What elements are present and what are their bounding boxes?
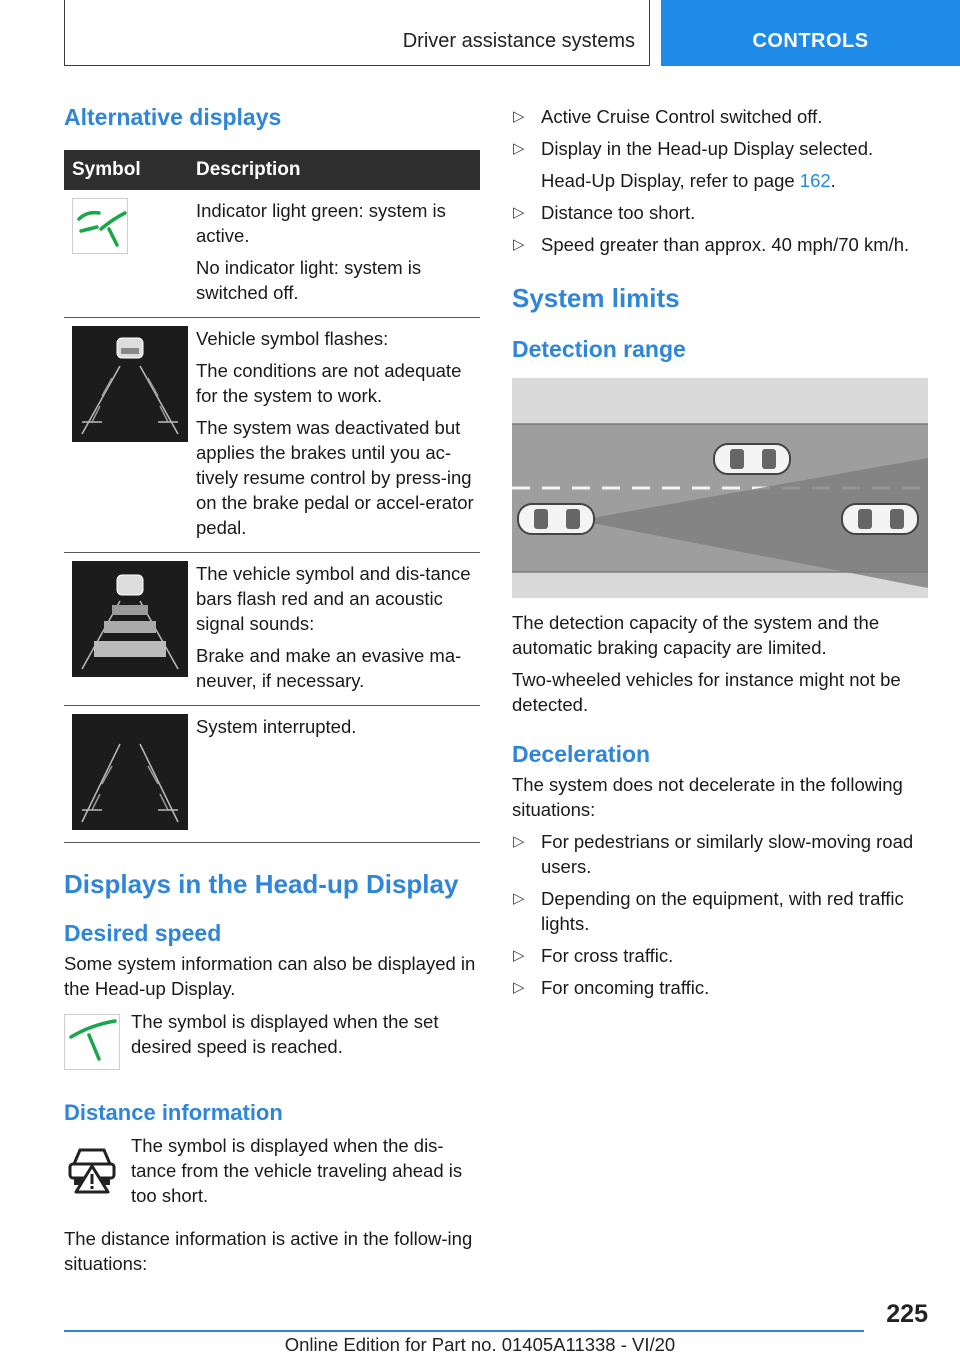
row3-text-1: The vehicle symbol and dis‐tance bars flash red and an acoustic signal sounds: bbox=[196, 562, 471, 634]
desired-speed-heading: Desired speed bbox=[64, 919, 222, 946]
active-indicator-icon bbox=[72, 198, 128, 254]
distance-icon-text: The symbol is displayed when the dis‐tance from the vehicle traveling ahead is too short. bbox=[131, 1134, 463, 1206]
list-item: ▷ Distance too short. bbox=[513, 202, 696, 223]
table-row bbox=[64, 552, 480, 705]
table-row bbox=[64, 705, 480, 842]
alt-displays-heading: Alternative displays bbox=[64, 104, 282, 130]
hud-heading: Displays in the Head-up Display bbox=[64, 868, 459, 899]
distance-heading: Distance information bbox=[64, 1100, 283, 1126]
list-item: ▷ For cross traffic. bbox=[513, 945, 674, 967]
detection-range-heading: Detection range bbox=[512, 336, 686, 363]
col-symbol-header: Symbol bbox=[64, 150, 188, 190]
distance-warning-icon bbox=[64, 1138, 120, 1194]
detection-range-illustration bbox=[512, 378, 928, 598]
desired-speed-info bbox=[64, 1009, 480, 1070]
col-description-header: Description bbox=[188, 150, 480, 190]
row2-text-3: The system was deactivated but applies the brakes until you ac‐tively resume control by press‐ing on the brake pedal or accel‐erator pedal. bbox=[196, 416, 474, 538]
list-item: ▷ Speed greater than approx. 40 mph/70 km/h. bbox=[513, 234, 910, 255]
right-column bbox=[512, 100, 928, 1000]
list-item: ▷ Depending on the equipment, with red traffic lights. bbox=[513, 888, 904, 935]
page-number: 225 bbox=[886, 1300, 928, 1328]
table-row bbox=[64, 190, 480, 318]
row2-text-1: Vehicle symbol flashes: bbox=[196, 327, 389, 349]
car-ahead-same-lane bbox=[842, 504, 918, 534]
bullet-triangle-icon: ▷ bbox=[513, 833, 525, 851]
symbol-table bbox=[64, 150, 480, 843]
distance-bars-flash-icon bbox=[72, 561, 188, 677]
row1-text-2: No indicator light: system is switched off. bbox=[196, 256, 422, 303]
own-car bbox=[518, 504, 594, 534]
list-item: ▷ For oncoming traffic. bbox=[513, 977, 710, 999]
bullet-triangle-icon: ▷ bbox=[513, 947, 525, 965]
chapter-title: CONTROLS bbox=[752, 30, 869, 52]
left-column bbox=[64, 100, 480, 1276]
desired-speed-icon-text: The symbol is displayed when the set desired speed is reached. bbox=[131, 1011, 439, 1058]
bullet-triangle-icon: ▷ bbox=[513, 890, 525, 908]
header-section-box bbox=[64, 0, 650, 66]
car-ahead-left bbox=[714, 444, 790, 474]
vehicle-flashing-icon bbox=[72, 326, 188, 442]
footer-divider bbox=[64, 1330, 864, 1332]
bullet-triangle-icon: ▷ bbox=[513, 108, 525, 125]
row3-text-2: Brake and make an evasive ma‐neuver, if necessary. bbox=[196, 644, 462, 691]
deceleration-heading: Deceleration bbox=[512, 740, 651, 767]
system-limits-heading: System limits bbox=[512, 283, 680, 313]
row1-text-1: Indicator light green: system is active. bbox=[196, 199, 446, 246]
distance-info bbox=[64, 1133, 480, 1208]
chapter-tab[interactable] bbox=[661, 0, 960, 66]
detection-text-2: Two-wheeled vehicles for instance might not be detected. bbox=[512, 668, 901, 715]
bullet-triangle-icon: ▷ bbox=[513, 979, 525, 997]
desired-speed-text: Some system information can also be displayed in the Head-up Display. bbox=[64, 953, 476, 1000]
hud-reference: Head-Up Display, refer to page 162. bbox=[541, 170, 836, 191]
bullet-triangle-icon: ▷ bbox=[513, 140, 525, 157]
detection-text-1: The detection capacity of the system and the automatic braking capacity are limited. bbox=[512, 611, 880, 658]
desired-speed-icon bbox=[64, 1014, 120, 1070]
bullet-triangle-icon: ▷ bbox=[513, 204, 525, 221]
section-title: Driver assistance systems bbox=[402, 30, 635, 52]
distance-text: The distance information is active in the follow‐ing situations: bbox=[64, 1227, 473, 1274]
list-item: ▷ For pedestrians or similarly slow-moving road users. bbox=[513, 831, 914, 878]
page-link[interactable]: 162 bbox=[799, 170, 831, 191]
deceleration-text: The system does not decelerate in the following situations: bbox=[512, 774, 903, 821]
edition-footer: Online Edition for Part no. 01405A11338 - VI/20 bbox=[284, 1334, 676, 1355]
list-item: ▷ Display in the Head-up Display selected. bbox=[513, 138, 874, 159]
table-row bbox=[64, 317, 480, 552]
row4-text-1: System interrupted. bbox=[196, 715, 357, 737]
system-interrupted-icon bbox=[72, 714, 188, 830]
list-item: ▷ Active Cruise Control switched off. bbox=[513, 106, 823, 127]
row2-text-2: The conditions are not adequate for the system to work. bbox=[196, 359, 462, 406]
bullet-triangle-icon: ▷ bbox=[513, 236, 525, 253]
